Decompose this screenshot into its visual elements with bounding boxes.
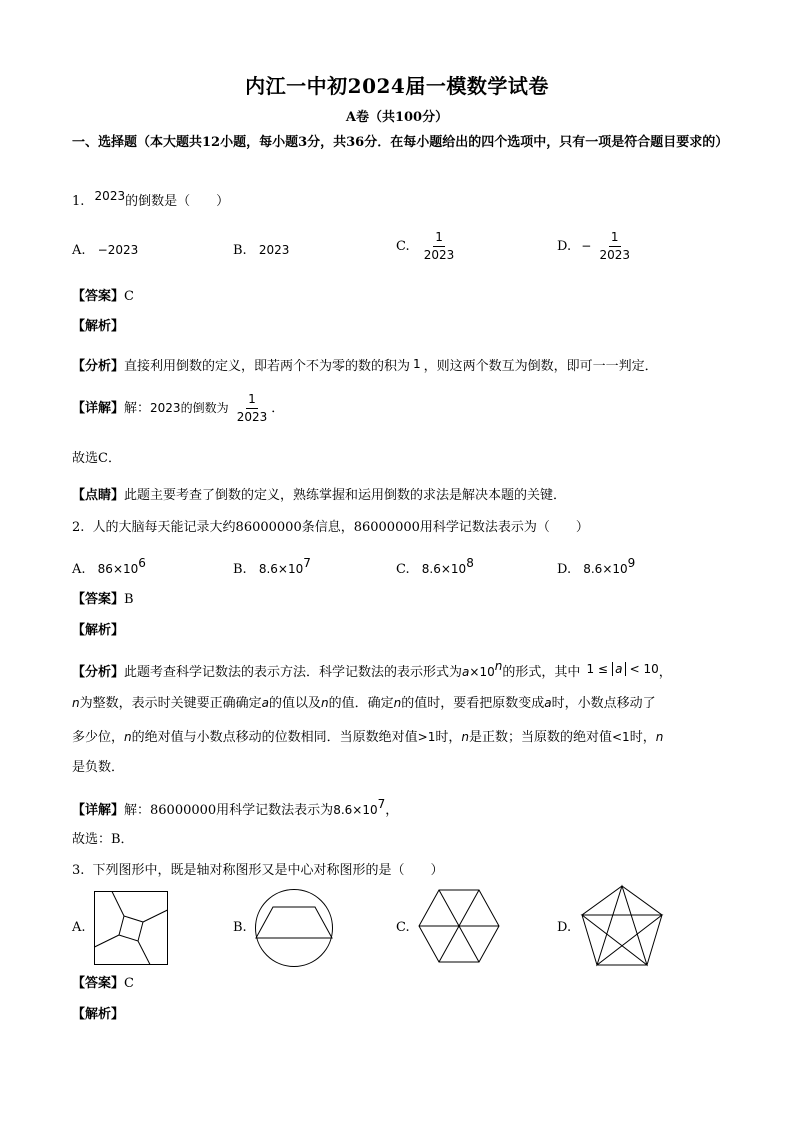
q2-detail: 【详解】解：86000000用科学记数法表示为$8.6\times 10^7$， bbox=[72, 797, 399, 818]
q3-answer: 【答案】C bbox=[72, 976, 134, 991]
q1-comment: 【点睛】此题主要考查了倒数的定义，熟练掌握和运用倒数的求法是解决本题的关键． bbox=[72, 488, 567, 503]
page-title: 内江一中初2024届一模数学试卷 bbox=[245, 74, 549, 98]
q2-fenxi-line-2: n为整数，表示时关键要正确确定a的值以及n的值．确定n的值时，要看把原数变成a时，小数点移动了 bbox=[72, 696, 656, 711]
q2-fenxi-line-4: 是负数． bbox=[72, 760, 125, 775]
q1-option-d: D. − $\frac{1}{2023}$ bbox=[557, 230, 630, 262]
q1-analysis-label: 【解析】 bbox=[72, 319, 125, 334]
q3-option-c-label: C. bbox=[396, 920, 410, 935]
q1-option-c-fraction: $\frac{1}{2023}$ bbox=[423, 230, 455, 262]
page-subtitle: A卷（共100分） bbox=[345, 110, 449, 125]
q1-option-d-fraction: $\frac{1}{2023}$ bbox=[599, 230, 630, 262]
q1-detail: 【详解】解：2023的倒数为 $\frac{1}{2023}$ ． bbox=[72, 392, 285, 424]
q1-detail-fraction: $\frac{1}{2023}$ bbox=[236, 392, 268, 424]
q1-expr: 2023 bbox=[94, 189, 126, 203]
section-heading: 一、选择题（本大题共12小题，每小题3分，共36分．在每小题给出的四个选项中，只有一项是符合题目要求的） bbox=[72, 135, 729, 150]
q2-option-d: D. $8.6\times 10^9$ bbox=[557, 556, 636, 577]
q2-option-b: B. $8.6\times 10^7$ bbox=[233, 556, 311, 577]
q1-stem-tail: 的倒数是（ ） bbox=[125, 194, 230, 209]
q3-option-d-label: D. bbox=[557, 920, 572, 935]
q1-option-c: C. $\frac{1}{2023}$ bbox=[396, 230, 455, 262]
pentagram-in-pentagon-icon bbox=[580, 885, 664, 967]
q2-conclusion: 故选：B． bbox=[72, 832, 134, 847]
q2-answer: 【答案】B bbox=[72, 592, 134, 607]
hexagon-six-triangles-icon bbox=[418, 889, 500, 963]
q1-fenxi: 【分析】直接利用倒数的定义，即若两个不为零的数的积为 1 ，则这两个数互为倒数，即可一一判定． bbox=[72, 357, 658, 374]
q1-stem bbox=[72, 189, 230, 211]
q2-stem: 2. 人的大脑每天能记录大约86000000条信息，86000000用科学记数法表示为（ ） bbox=[72, 520, 589, 535]
q3-option-a-label: A. bbox=[72, 920, 86, 935]
q2-fenxi-line-3: 多少位，n的绝对值与小数点移动的位数相同．当原数绝对值>1时，n是正数；当原数的绝对值<1时，n bbox=[72, 730, 664, 745]
q2-option-a: A. $86\times 10^6$ bbox=[72, 556, 146, 577]
q1-conclusion: 故选C． bbox=[72, 451, 121, 466]
q1-option-a: A. −2023 bbox=[72, 243, 139, 258]
q3-option-b-label: B. bbox=[233, 920, 247, 935]
q2-fenxi-line-1: 【分析】此题考查科学记数法的表示方法．科学记数法的表示形式为$a\times 10^n$的形式，其中 1 ≤ a < 10， bbox=[72, 659, 672, 680]
trapezoid-in-circle-icon bbox=[253, 888, 335, 968]
q1-option-b: B. 2023 bbox=[233, 243, 290, 258]
q2-abs-value: a bbox=[612, 662, 625, 676]
q2-option-c: C. $8.6\times 10^8$ bbox=[396, 556, 474, 577]
q3-stem: 3. 下列图形中，既是轴对称图形又是中心对称图形的是（ ） bbox=[72, 863, 444, 878]
q3-analysis-label: 【解析】 bbox=[72, 1007, 125, 1022]
q1-answer: 【答案】C bbox=[72, 289, 134, 304]
pinwheel-square-icon bbox=[94, 891, 168, 965]
q2-analysis-label: 【解析】 bbox=[72, 623, 125, 638]
q1-number: 1. bbox=[72, 194, 85, 209]
